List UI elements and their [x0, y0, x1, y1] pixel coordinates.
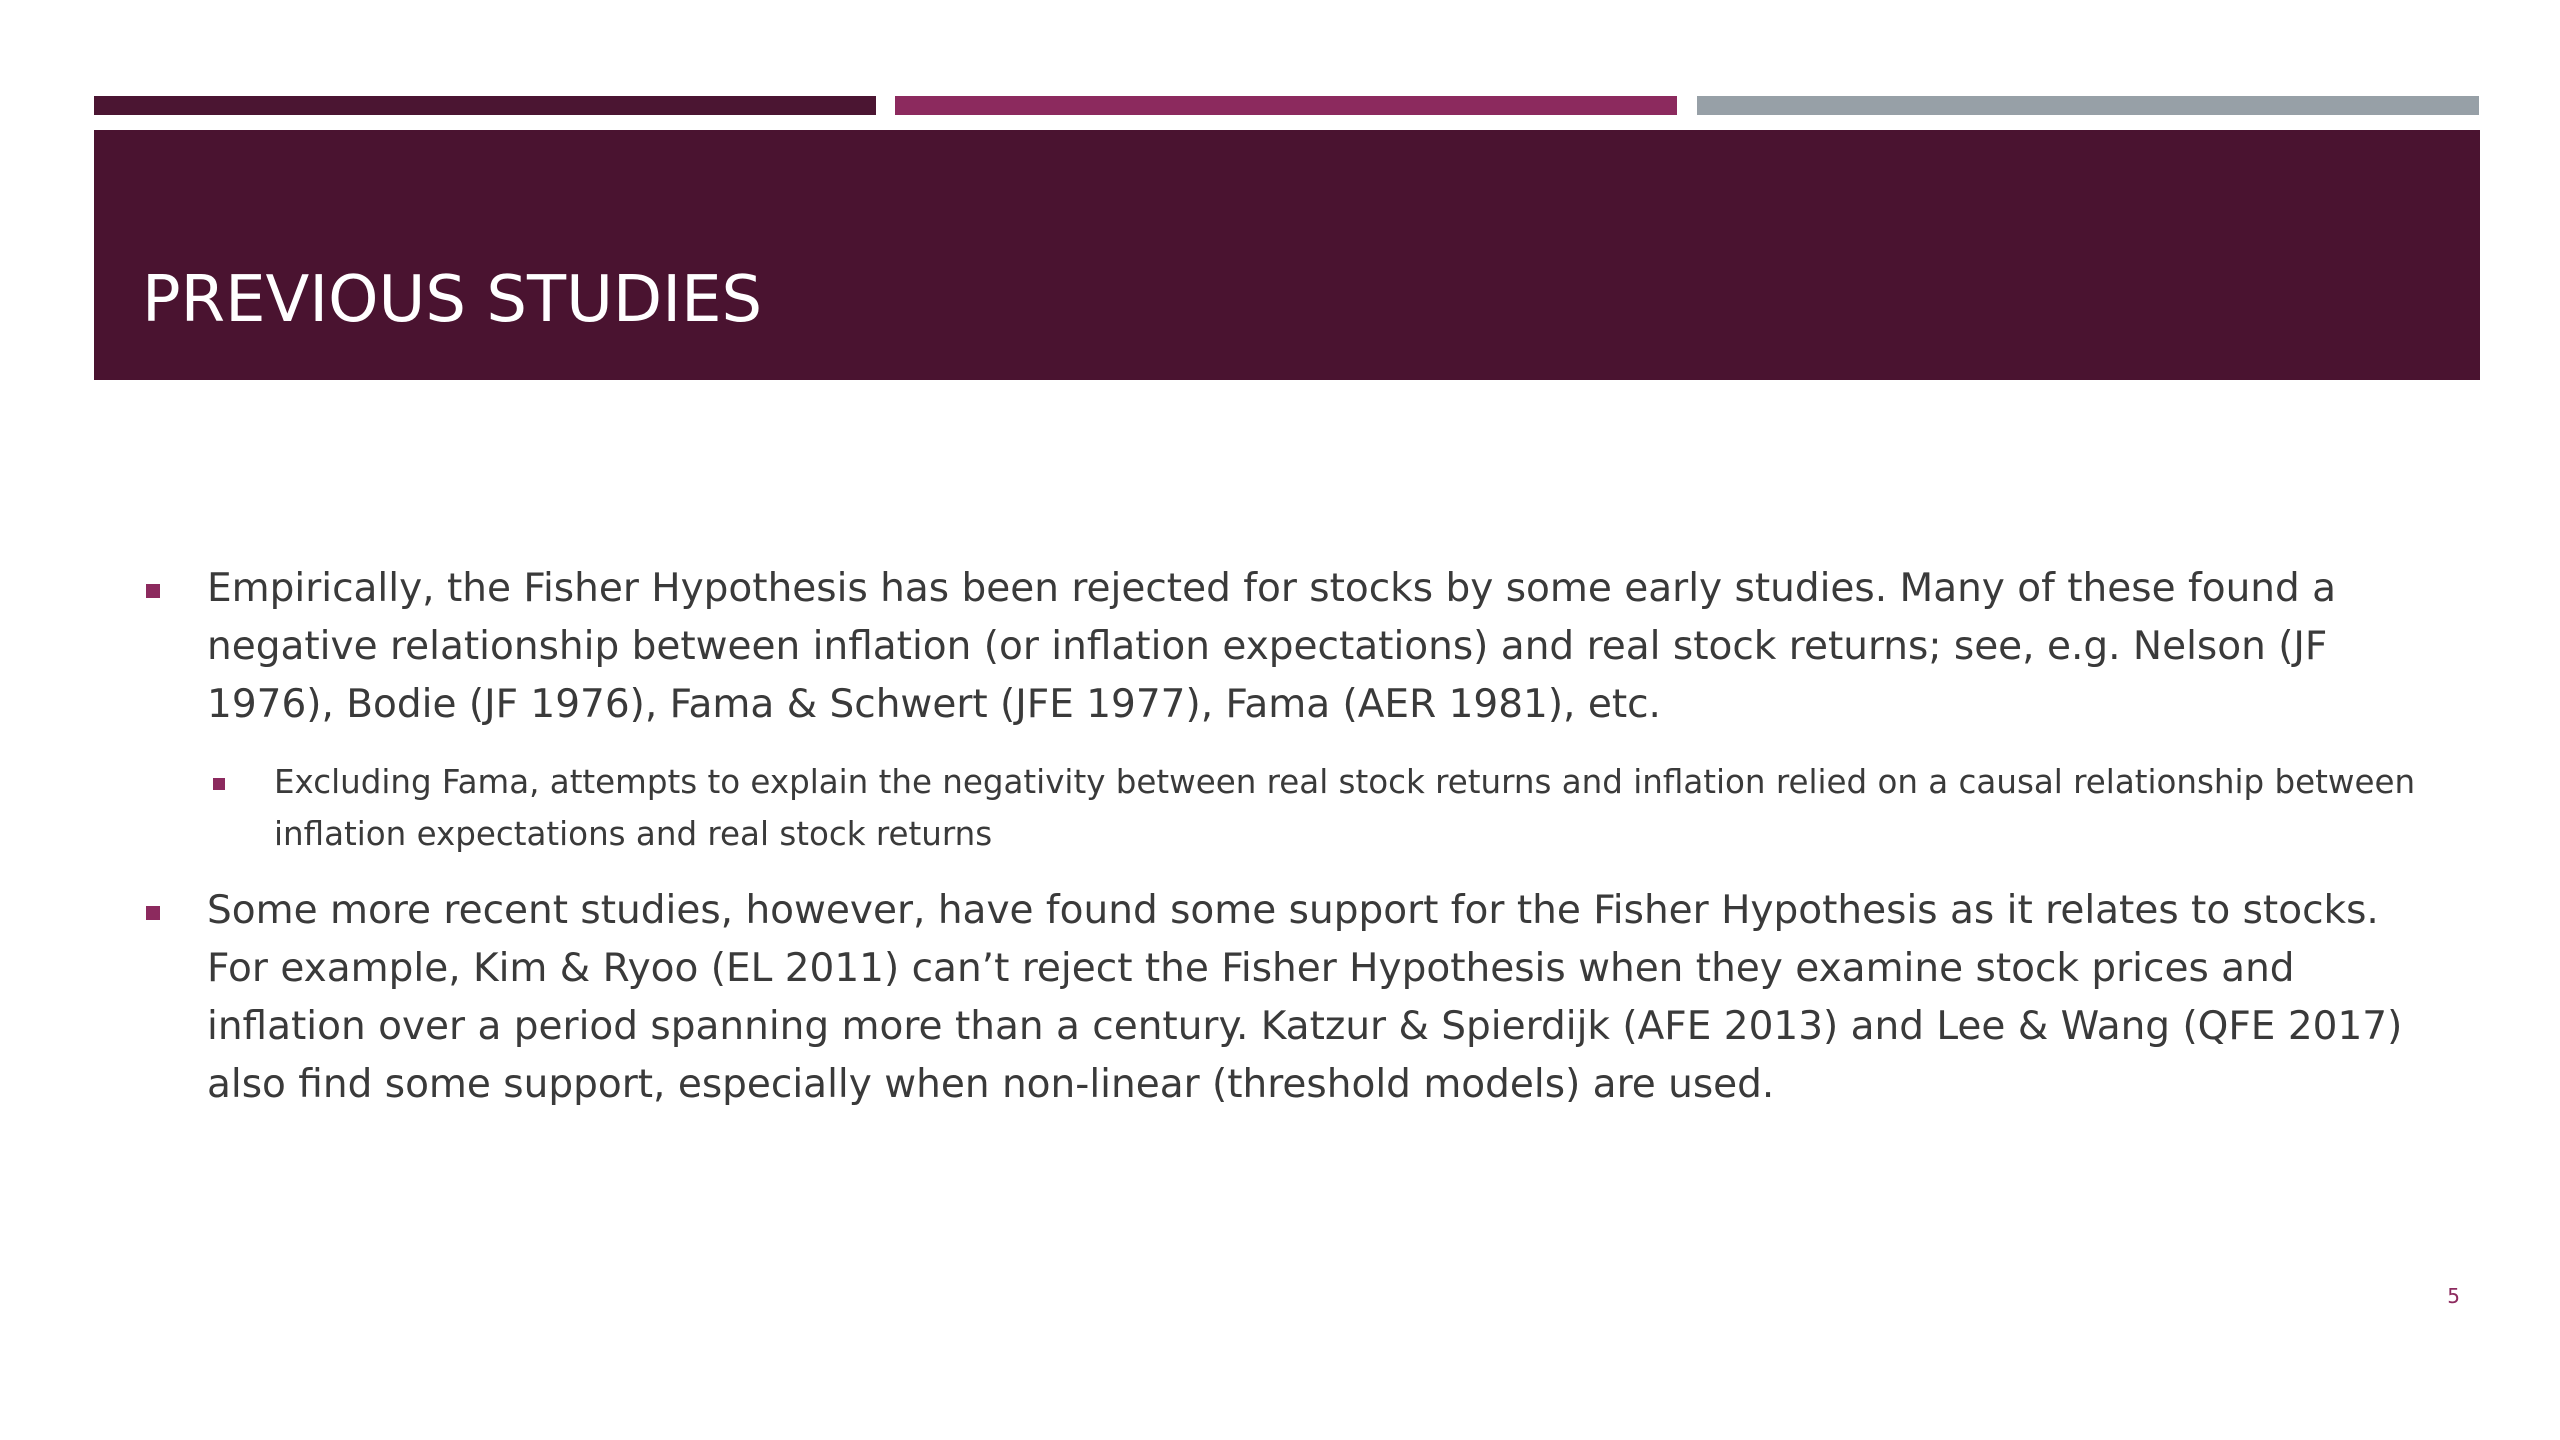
sub-bullet-item	[207, 756, 2420, 860]
title-band	[94, 130, 2480, 380]
bullet-text: Some more recent studies, however, have found some support for the Fisher Hypothesis as it relates to stocks. For example, Kim & Ryoo (EL 2011) can’t reject the Fisher Hypothesis when they examine stock prices and inflation over a period spanning more than a century. Katzur & Spierdijk (AFE 2013) and Lee & Wang (QFE 2017) also find some support, especially when non-linear (threshold models) are used.	[207, 888, 2403, 1107]
accent-bar-magenta	[895, 96, 1677, 115]
bullet-text: Empirically, the Fisher Hypothesis has been rejected for stocks by some early studies. Many of these found a negative relationship between inflation (or inflation expectations) and real stock returns; see, e.g. Nelson (JF 1976), Bodie (JF 1976), Fama & Schwert (JFE 1977), Fama (AER 1981), etc.	[207, 566, 2337, 727]
square-bullet-icon	[146, 906, 160, 920]
slide-title: PREVIOUS STUDIES	[142, 263, 763, 337]
accent-bar-dark	[94, 96, 876, 115]
square-bullet-icon	[146, 584, 160, 598]
accent-bar-gray	[1697, 96, 2479, 115]
sub-bullet-text: Excluding Fama, attempts to explain the negativity between real stock returns and inflation relied on a causal relationship between inflation expectations and real stock returns	[274, 763, 2416, 853]
square-bullet-icon	[213, 778, 225, 790]
bullet-item	[140, 560, 2420, 734]
bullet-item	[140, 882, 2420, 1114]
slide-content	[140, 560, 2420, 1114]
slide-number: 5	[2447, 1284, 2460, 1308]
